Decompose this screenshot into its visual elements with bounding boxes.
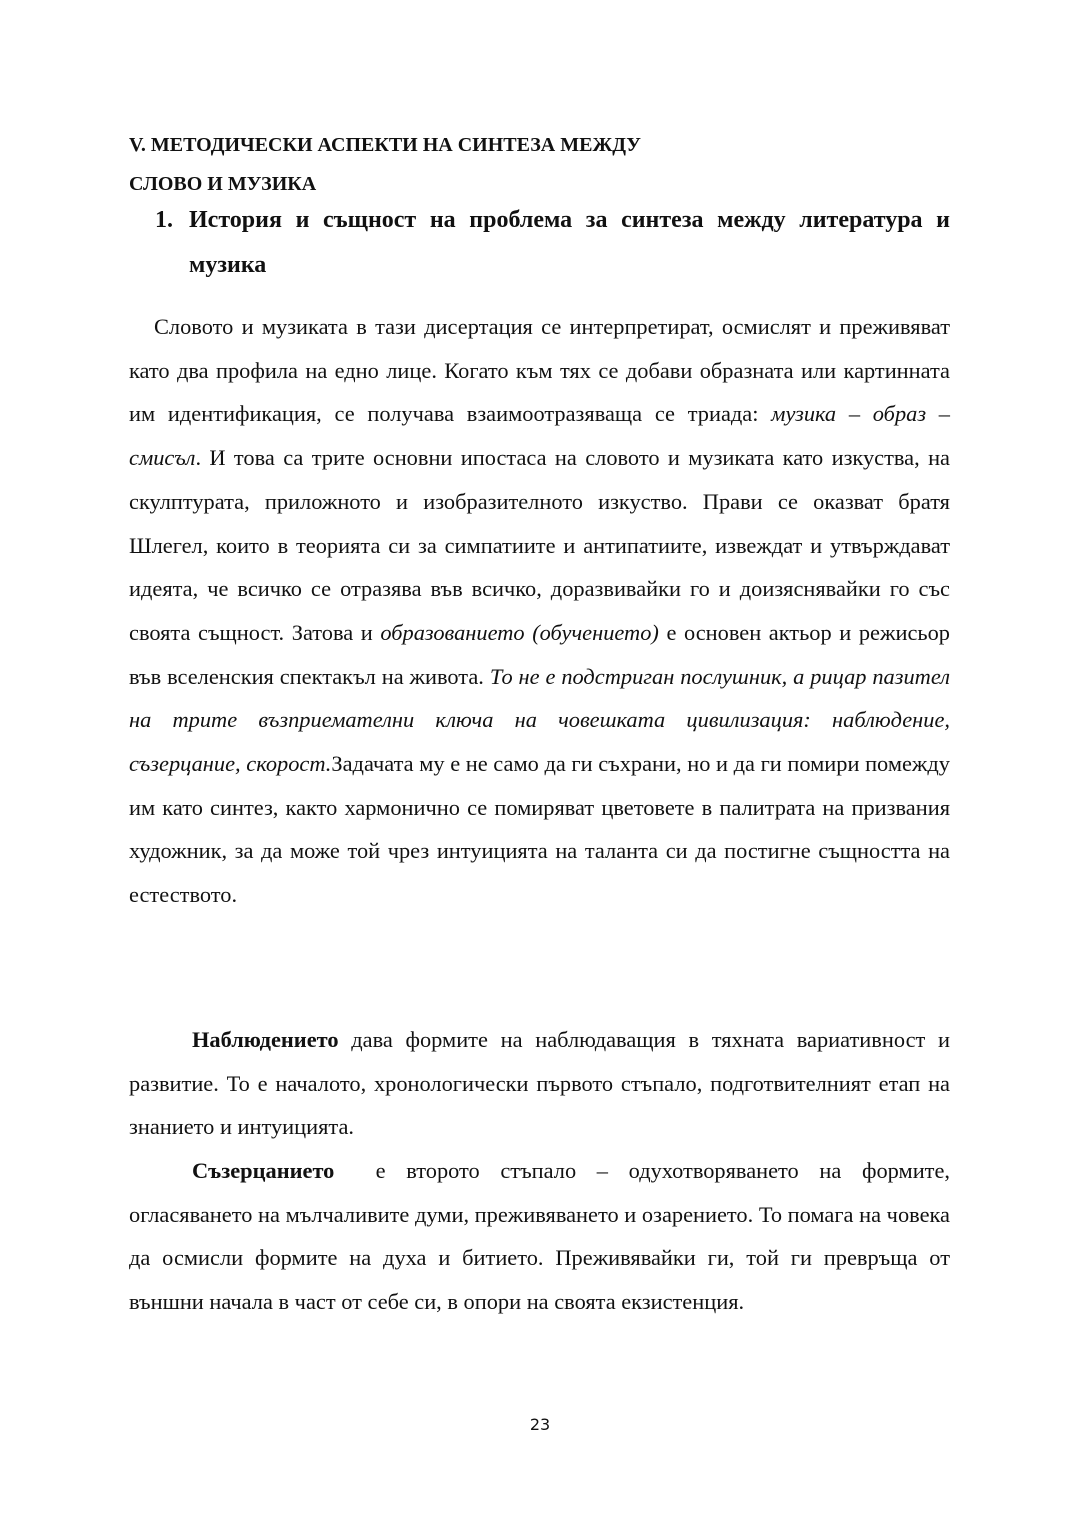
paragraph-intro-italic-knight: То не е подстриган послушник, а рицар пазител на трите възприемателни ключа на човешката цивилизация: наблюдение, съзерцание, скорост. xyxy=(129,663,950,777)
paragraph-observation xyxy=(129,1018,950,1149)
paragraph-intro-text-2: . И това са трите основни ипостаса на словото и музиката като изкуства, на скулптурата, приложното и изобразителното изкуство. Прави се оказват братя Шлегел, които в теорията си за симпатиите и антипатиите, извеждат и утвърждават идеята, че всичко се отразява във всичко, доразвивайки го и доизяснявайки го със своята същност. Затова и xyxy=(129,445,950,645)
paragraph-contemplation-text: е второто стъпало – одухотворяването на формите, огласяването на мълчаливите думи, преживяването и озарението. То помага на човека да осмисли формите на духа и битието. Преживявайки ги, той ги превръща от външни начала в част от себе си, в опори на своята екзистенция. xyxy=(129,1158,956,1315)
paragraph-intro-italic-triad: музика – образ – смисъл xyxy=(129,401,950,471)
term-observation: Наблюдението xyxy=(192,1027,339,1052)
page-number: 23 xyxy=(529,1415,551,1434)
paragraph-intro-text-1: Словото и музиката в тази дисертация се интерпретират, осмислят и преживяват като два профила на едно лице. Когато към тях се добави образната или картинната им идентификация, се получава взаимоотразяваща се триада: xyxy=(129,314,950,427)
section-heading xyxy=(155,198,950,288)
chapter-title xyxy=(129,126,949,204)
paragraph-intro-text-3: е основен актьор и режисьор във вселенския спектакъл на живота. xyxy=(129,619,950,689)
paragraph-intro xyxy=(129,305,950,917)
paragraph-intro-italic-education: образованието (обучението) xyxy=(380,619,659,645)
section-number: 1. xyxy=(155,207,173,233)
section-title: История и същност на проблема за синтеза между литература и музика xyxy=(189,207,950,278)
term-contemplation: Съзерцанието xyxy=(192,1158,335,1183)
paragraph-observation-text: дава формите на наблюдаващия в тяхната вариативност и развитие. То е началото, хронологически първото стъпало, подготвителният етап на знанието и интуицията. xyxy=(129,1027,950,1140)
paragraph-contemplation xyxy=(129,1149,956,1324)
chapter-title-line-1: V. МЕТОДИЧЕСКИ АСПЕКТИ НА СИНТЕЗА МЕЖДУ xyxy=(129,134,641,156)
chapter-title-line-2: СЛОВО И МУЗИКА xyxy=(129,173,317,195)
paragraph-intro-text-4: Задачата му е не само да ги съхрани, но и да ги помири помежду им като синтез, както хармонично се помиряват цветовете в палитрата на призвания художник, за да може той чрез интуицията на таланта си да постигне същността на естеството. xyxy=(129,751,950,908)
